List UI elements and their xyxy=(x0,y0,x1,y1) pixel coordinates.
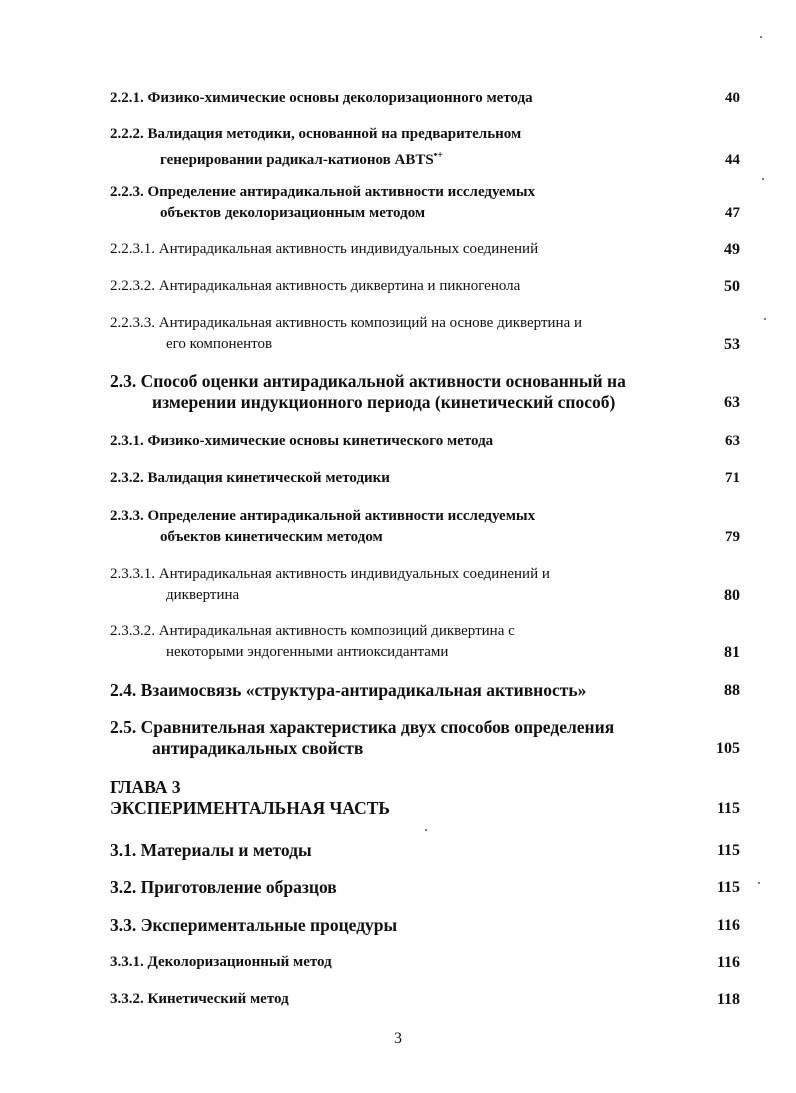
toc-entry-2-5 xyxy=(110,717,740,759)
toc-entry-page: 115 xyxy=(716,879,740,896)
toc-entry-title: 2.3.3.1. Антирадикальная активность индивидуальных соединений и xyxy=(110,566,550,582)
toc-entry-title: 2.2.2. Валидация методики, основанной на предварительном xyxy=(110,126,522,142)
chapter-title: ЭКСПЕРИМЕНТАЛЬНАЯ ЧАСТЬ xyxy=(110,798,390,818)
toc-entry-title: 2.2.3.1. Антирадикальная активность индивидуальных соединений xyxy=(110,241,539,257)
toc-entry-page: 116 xyxy=(716,917,740,934)
toc-entry-title: 2.3.3.2. Антирадикальная активность композиций диквертина с xyxy=(110,623,515,639)
chapter-label: ГЛАВА 3 xyxy=(110,777,181,797)
scan-speck xyxy=(762,178,764,180)
toc-entry-title: 2.2.3. Определение антирадикальной активности исследуемых xyxy=(110,184,536,200)
toc-entry-page: 88 xyxy=(724,682,740,699)
toc-entry-title: 2.3.3. Определение антирадикальной активности исследуемых xyxy=(110,508,536,524)
toc-entry-3-3-1 xyxy=(110,952,740,973)
toc-entry-2-2-1 xyxy=(110,88,740,109)
toc-entry-title: 2.2.3.3. Антирадикальная активность композиций на основе диквертина и xyxy=(110,315,583,331)
toc-entry-title-cont: антирадикальных свойств xyxy=(152,738,364,758)
toc-entry-title: 2.2.3.2. Антирадикальная активность диквертина и пикногенола xyxy=(110,278,521,294)
toc-entry-2-3-3-2 xyxy=(110,621,740,663)
toc-entry-3-1 xyxy=(110,840,740,861)
toc-entry-page: 63 xyxy=(724,394,740,411)
toc-entry-page: 71 xyxy=(725,470,740,486)
toc-entry-page: 79 xyxy=(725,529,740,545)
toc-entry-title: 3.1. Материалы и методы xyxy=(110,840,312,860)
toc-entry-title: 2.2.1. Физико-химические основы деколоризационного метода xyxy=(110,90,533,106)
toc-entry-title-cont: измерении индукционного периода (кинетический способ) xyxy=(152,392,616,412)
toc-entry-2-3-3-1 xyxy=(110,564,740,606)
toc-entry-title: 2.3.2. Валидация кинетической методики xyxy=(110,470,390,486)
toc-entry-page: 47 xyxy=(725,205,740,221)
toc-entry-page: 50 xyxy=(724,278,740,295)
toc-entry-page: 116 xyxy=(716,954,740,971)
toc-entry-page: 115 xyxy=(716,842,740,859)
superscript: •+ xyxy=(433,150,443,161)
toc-entry-2-3-1 xyxy=(110,431,740,452)
toc-entry-2-3 xyxy=(110,371,740,413)
toc-entry-2-2-2 xyxy=(110,124,740,171)
toc-entry-chapter-3 xyxy=(110,777,740,819)
toc-entry-page: 81 xyxy=(724,644,740,661)
toc-entry-2-2-3-1 xyxy=(110,239,740,260)
toc-entry-2-2-3-3 xyxy=(110,313,740,355)
toc-entry-title-cont: некоторыми эндогенными антиоксидантами xyxy=(166,644,449,660)
toc-entry-page: 44 xyxy=(725,152,740,168)
page-number: 3 xyxy=(394,1030,402,1047)
toc-entry-title: 3.3. Экспериментальные процедуры xyxy=(110,915,398,935)
toc-entry-page: 80 xyxy=(724,587,740,604)
toc-entry-title-cont: его компонентов xyxy=(166,336,273,352)
toc-entry-3-3 xyxy=(110,915,740,936)
toc-entry-title: 3.3.2. Кинетический метод xyxy=(110,991,289,1007)
toc-entry-title-cont: объектов деколоризационным методом xyxy=(160,205,426,221)
toc-entry-page: 105 xyxy=(716,740,740,757)
toc-entry-page: 40 xyxy=(725,90,740,106)
scan-speck xyxy=(764,318,766,320)
toc-entry-title-cont: генерировании радикал-катионов ABTS•+ xyxy=(160,150,443,168)
toc-entry-2-2-3-2 xyxy=(110,276,740,297)
toc-entry-title-cont: диквертина xyxy=(166,587,240,603)
toc-entry-2-3-3 xyxy=(110,506,740,548)
toc-entry-page: 53 xyxy=(724,336,740,353)
toc-entry-3-2 xyxy=(110,877,740,898)
toc-entry-2-3-2 xyxy=(110,468,740,489)
toc-entry-title: 3.3.1. Деколоризационный метод xyxy=(110,954,332,970)
toc-entry-page: 63 xyxy=(725,433,740,449)
toc-entry-3-3-2 xyxy=(110,989,740,1010)
scan-speck xyxy=(760,36,762,38)
toc-entry-page: 115 xyxy=(716,800,740,817)
toc-entry-title: 2.4. Взаимосвязь «структура-антирадикальная активность» xyxy=(110,680,587,700)
toc-entry-title: 2.5. Сравнительная характеристика двух способов определения xyxy=(110,717,615,737)
toc-entry-page: 49 xyxy=(724,241,740,258)
toc-entry-title: 2.3. Способ оценки антирадикальной активности основанный на xyxy=(110,371,626,391)
toc-entry-page: 118 xyxy=(716,991,740,1008)
toc-entry-title: 3.2. Приготовление образцов xyxy=(110,877,337,897)
toc-entry-2-4 xyxy=(110,680,740,701)
scan-speck xyxy=(425,829,427,831)
toc-entry-title-cont: объектов кинетическим методом xyxy=(160,529,383,545)
scan-speck xyxy=(758,882,760,884)
toc-entry-2-2-3 xyxy=(110,182,740,224)
toc-entry-title: 2.3.1. Физико-химические основы кинетического метода xyxy=(110,433,494,449)
